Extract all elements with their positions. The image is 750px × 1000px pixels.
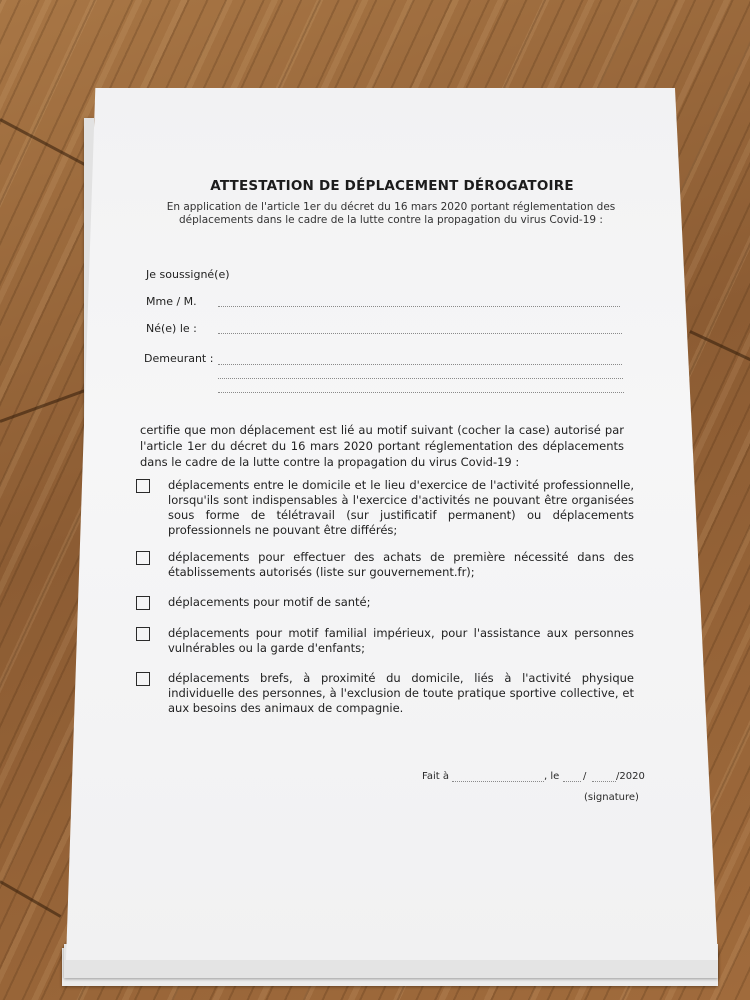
signature-date-separator: / (583, 771, 587, 782)
attestation-document (66, 88, 718, 960)
reason-shopping-text: déplacements pour effectuer des achats de première nécessité dans des établissements autorisés (liste sur gouvernement.fr); (168, 550, 634, 579)
signature-day-field[interactable] (563, 781, 581, 782)
address-field-line-3[interactable] (218, 392, 624, 393)
document-title: ATTESTATION DE DÉPLACEMENT DÉROGATOIRE (210, 178, 574, 194)
subtitle-line-2: déplacements dans le cadre de la lutte contre la propagation du virus Covid-19 : (179, 214, 603, 226)
signature-date-label: , le (544, 771, 560, 782)
address-field-line-2[interactable] (218, 378, 623, 379)
address-label: Demeurant : (144, 352, 214, 365)
signature-place-field[interactable] (452, 781, 544, 782)
signature-year: /2020 (616, 771, 645, 782)
reason-shopping-checkbox[interactable] (136, 551, 150, 565)
birth-date-field[interactable] (218, 333, 622, 334)
name-field[interactable] (218, 306, 620, 307)
document-subtitle (156, 201, 626, 227)
wood-seam (0, 880, 61, 918)
certify-statement: certifie que mon déplacement est lié au motif suivant (cocher la case) autorisé par l'article 1er du décret du 16 mars 2020 portant réglementation des déplacements dans le cadre de la lutte contre la propagation du virus Covid-19 : (140, 423, 624, 469)
signature-label: (signature) (584, 792, 639, 803)
signature-month-field[interactable] (592, 781, 616, 782)
reason-physical-activity-text: déplacements brefs, à proximité du domicile, liés à l'activité physique individuelle des personnes, à l'exclusion de toute pratique sportive collective, et aux besoins des animaux de compagnie. (168, 671, 634, 715)
undersigned-label: Je soussigné(e) (146, 268, 230, 281)
reason-health-checkbox[interactable] (136, 596, 150, 610)
signature-place-label: Fait à (422, 771, 449, 782)
reason-professional-checkbox[interactable] (136, 479, 150, 493)
reason-family-checkbox[interactable] (136, 627, 150, 641)
address-field-line-1[interactable] (218, 364, 622, 365)
birth-date-label: Né(e) le : (146, 322, 197, 335)
name-label: Mme / M. (146, 295, 197, 308)
subtitle-line-1: En application de l'article 1er du décret du 16 mars 2020 portant réglementation des (166, 201, 616, 213)
reason-family-text: déplacements pour motif familial impérieux, pour l'assistance aux personnes vulnérables ou la garde d'enfants; (168, 626, 634, 655)
reason-physical-activity-checkbox[interactable] (136, 672, 150, 686)
reason-health-text: déplacements pour motif de santé; (168, 595, 371, 609)
reason-professional-text: déplacements entre le domicile et le lieu d'exercice de l'activité professionnelle, lorsqu'ils sont indispensables à l'exercice d'activités ne pouvant être organisées sous forme de télétravail (sur justificatif permanent) ou déplacements professionnels ne pouvant être différés; (168, 478, 634, 537)
